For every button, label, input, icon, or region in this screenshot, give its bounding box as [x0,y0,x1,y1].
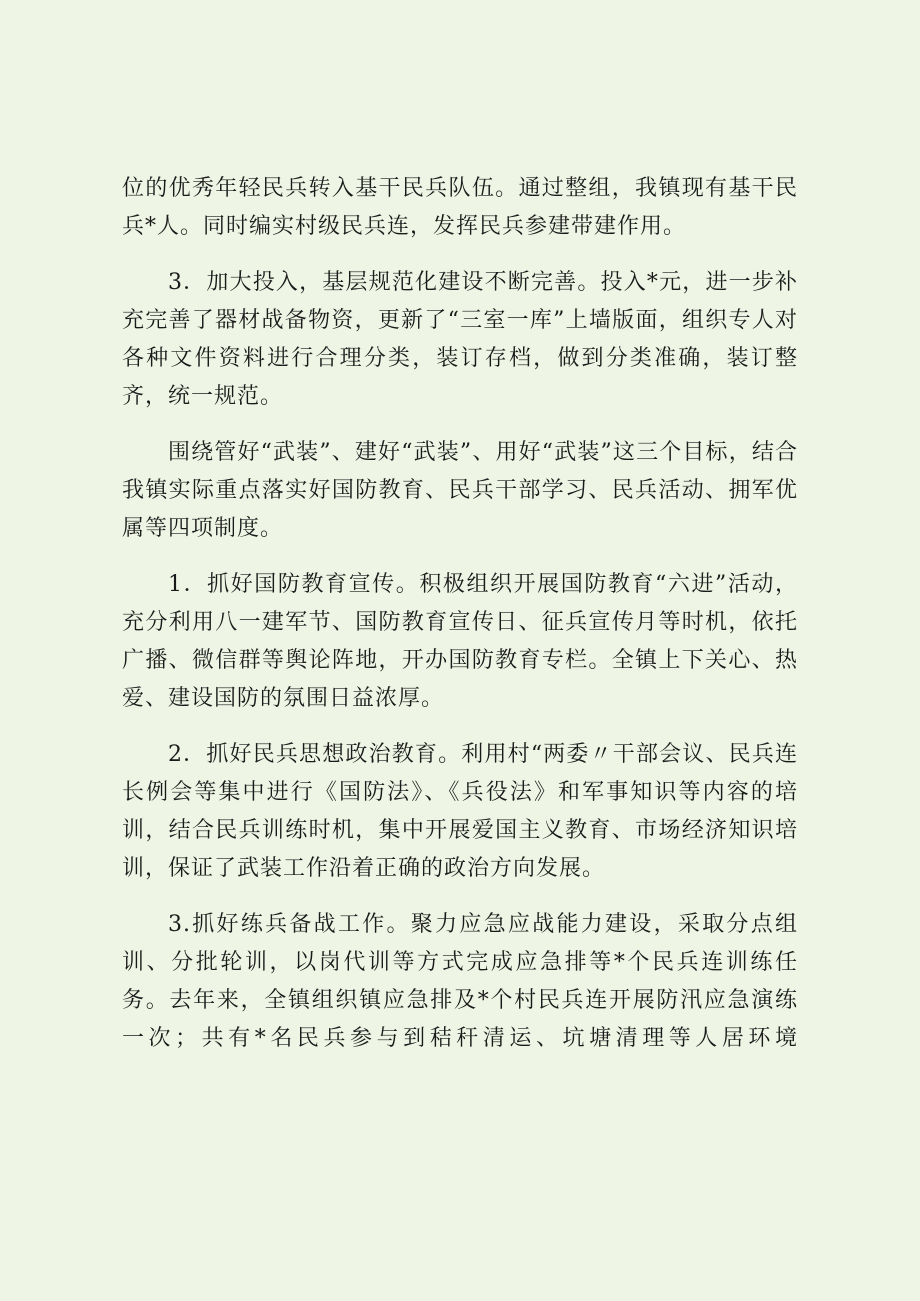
paragraph-three-goals: 围绕管好“武装”、建好“武装”、用好“武装”这三个目标，结合我镇实际重点落实好国防教育、民兵干部学习、民兵活动、拥军优属等四项制度。 [122,440,798,541]
paragraph-defense-education: 1．抓好国防教育宣传。积极组织开展国防教育“六进”活动，充分利用八一建军节、国防教育宣传日、征兵宣传月等时机，依托广播、微信群等舆论阵地，开办国防教育专栏。全镇上下关心、热爱、建设国防的氛围日益浓厚。 [122,572,798,711]
paragraph-political-education: 2．抓好民兵思想政治教育。利用村“两委〃干部会议、民兵连长例会等集中进行《国防法》、《兵役法》和军事知识等内容的培训，结合民兵训练时机，集中开展爱国主义教育、市场经济知识培训，保证了武装工作沿着正确的政治方向发展。 [122,742,798,881]
paragraph-militia-reorganization: 位的优秀年轻民兵转入基干民兵队伍。通过整组，我镇现有基干民兵*人。同时编实村级民兵连，发挥民兵参建带建作用。 [122,176,798,239]
paragraph-training-readiness: 3.抓好练兵备战工作。聚力应急应战能力建设，采取分点组训、分批轮训，以岗代训等方式完成应急排等*个民兵连训练任务。去年来，全镇组织镇应急排及*个村民兵连开展防汛应急演练一次；共有*名民兵参与到秸秆清运、坑塘清理等人居环境 [122,912,798,1051]
paragraph-investment-standardization: 3．加大投入，基层规范化建设不断完善。投入*元，进一步补充完善了器材战备物资，更新了“三室一库”上墙版面，组织专人对各种文件资料进行合理分类，装订存档，做到分类准确，装订整齐，统一规范。 [122,270,798,409]
document-page [122,170,798,1076]
